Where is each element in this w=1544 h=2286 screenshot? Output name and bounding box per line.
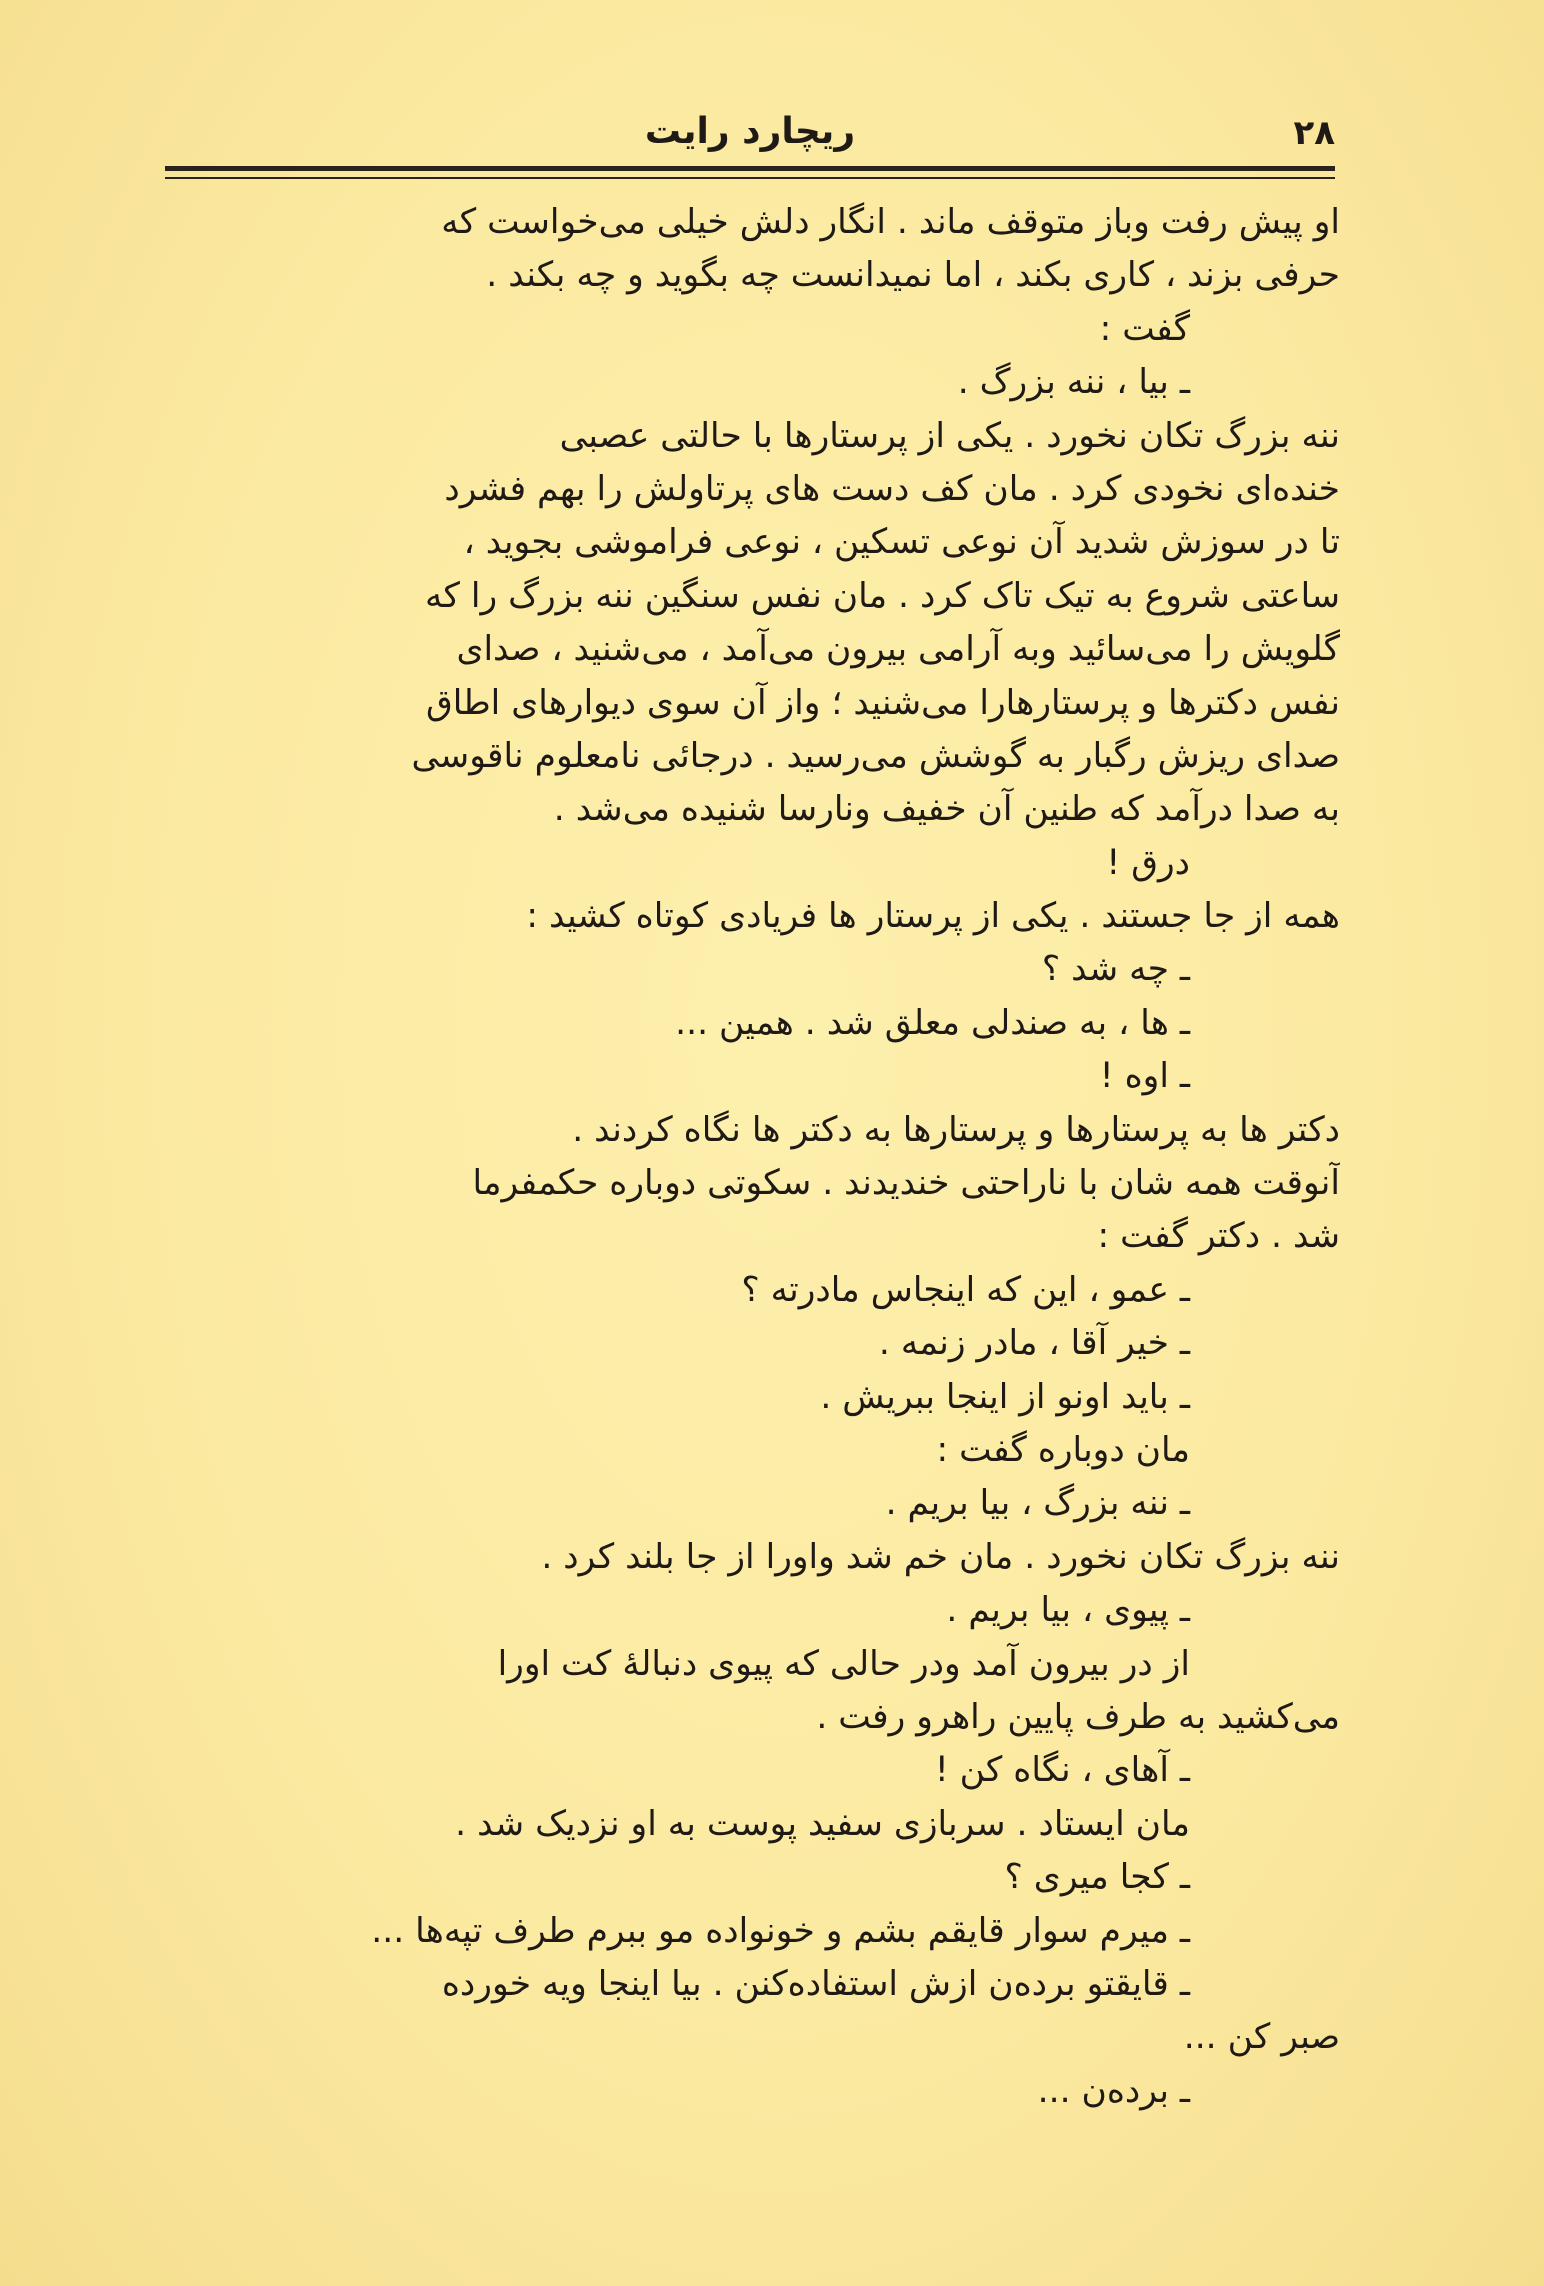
dialog-line: ـ اوه ! — [1099, 1056, 1190, 1097]
text-line: ننه بزرگ تکان نخورد . یکی از پرستارها با حالتی عصبی — [559, 415, 1340, 456]
dialog-line: ـ قایقتو برده‌ن ازش استفاده‌کنن . بیا اینجا ویه خورده — [441, 1963, 1190, 2004]
dialog-line: ـ پیوی ، بیا بریم . — [946, 1590, 1190, 1631]
text-line: به صدا درآمد که طنین آن خفیف ونارسا شنیده می‌شد . — [553, 789, 1340, 830]
dialog-line: ـ ها ، به صندلی معلق شد . همین ... — [675, 1002, 1190, 1043]
header-rule-thin — [165, 177, 1335, 179]
page-body — [155, 196, 1340, 2118]
dialog-line: ـ خیر آقا ، مادر زنمه . — [878, 1323, 1190, 1364]
page-number: ۲۸ — [1293, 113, 1335, 153]
running-title: ریچارد رایت — [644, 111, 856, 152]
text-line: صدای ریزش رگبار به گوشش می‌رسید . درجائی نامعلوم ناقوسی — [411, 735, 1340, 776]
text-line: آنوقت همه شان با ناراحتی خندیدند . سکوتی دوباره حکمفرما — [472, 1163, 1340, 1204]
text-line: مان ایستاد . سربازی سفید پوست به او نزدیک شد . — [455, 1803, 1190, 1844]
dialog-line: ـ چه شد ؟ — [1041, 949, 1190, 990]
dialog-line: ـ ننه بزرگ ، بیا بریم . — [885, 1483, 1190, 1524]
text-line: ساعتی شروع به تیک تاک کرد . مان نفس سنگین ننه بزرگ را که — [425, 575, 1340, 616]
text-line: گلویش را می‌سائید وبه آرامی بیرون می‌آمد ، می‌شنید ، صدای — [456, 629, 1340, 670]
text-line: می‌کشید به طرف پایین راهرو رفت . — [816, 1696, 1340, 1737]
dialog-line: ـ برده‌ن ... — [1037, 2070, 1190, 2111]
text-line: دکتر ها به پرستارها و پرستارها به دکتر ها نگاه کردند . — [572, 1109, 1340, 1150]
text-line: گفت : — [1099, 308, 1190, 349]
dialog-line: ـ میرم سوار قایقم بشم و خونواده مو ببرم طرف تپه‌ها ... — [371, 1910, 1190, 1951]
text-line: تا در سوزش شدید آن نوعی تسکین ، نوعی فراموشی بجوید ، — [463, 522, 1340, 563]
header-rule-thick — [165, 166, 1335, 171]
text-line: همه از جا جستند . یکی از پرستار ها فریادی کوتاه کشید : — [526, 896, 1340, 937]
text-line: صبر کن ... — [1183, 2017, 1340, 2058]
text-line: او پیش رفت وباز متوقف ماند . انگار دلش خیلی می‌خواست که — [441, 202, 1340, 242]
dialog-line: ـ کجا میری ؟ — [1004, 1857, 1190, 1898]
dialog-line: ـ بیا ، ننه بزرگ . — [957, 362, 1190, 403]
dialog-line: ـ باید اونو از اینجا ببریش . — [820, 1376, 1190, 1417]
dialog-line: ـ آهای ، نگاه کن ! — [934, 1750, 1190, 1791]
text-line: حرفی بزند ، کاری بکند ، اما نمیدانست چه بگوید و چه بکند . — [486, 255, 1340, 296]
text-line: نفس دکترها و پرستارهارا می‌شنید ؛ واز آن سوی دیوارهای اطاق — [425, 682, 1340, 723]
text-line: از در بیرون آمد ودر حالی که پیوی دنبالهٔ کت اورا — [497, 1643, 1190, 1684]
dialog-line: ـ عمو ، این که اینجاس مادرته ؟ — [741, 1269, 1190, 1310]
text-line: مان دوباره گفت : — [936, 1429, 1190, 1470]
page-header — [165, 105, 1335, 165]
text-line: شد . دکتر گفت : — [1097, 1216, 1340, 1257]
text-line: درق ! — [1106, 842, 1190, 883]
text-line: خنده‌ای نخودی کرد . مان کف دست های پرتاولش را بهم فشرد — [444, 468, 1340, 509]
text-line: ننه بزرگ تکان نخورد . مان خم شد واورا از جا بلند کرد . — [541, 1536, 1340, 1577]
